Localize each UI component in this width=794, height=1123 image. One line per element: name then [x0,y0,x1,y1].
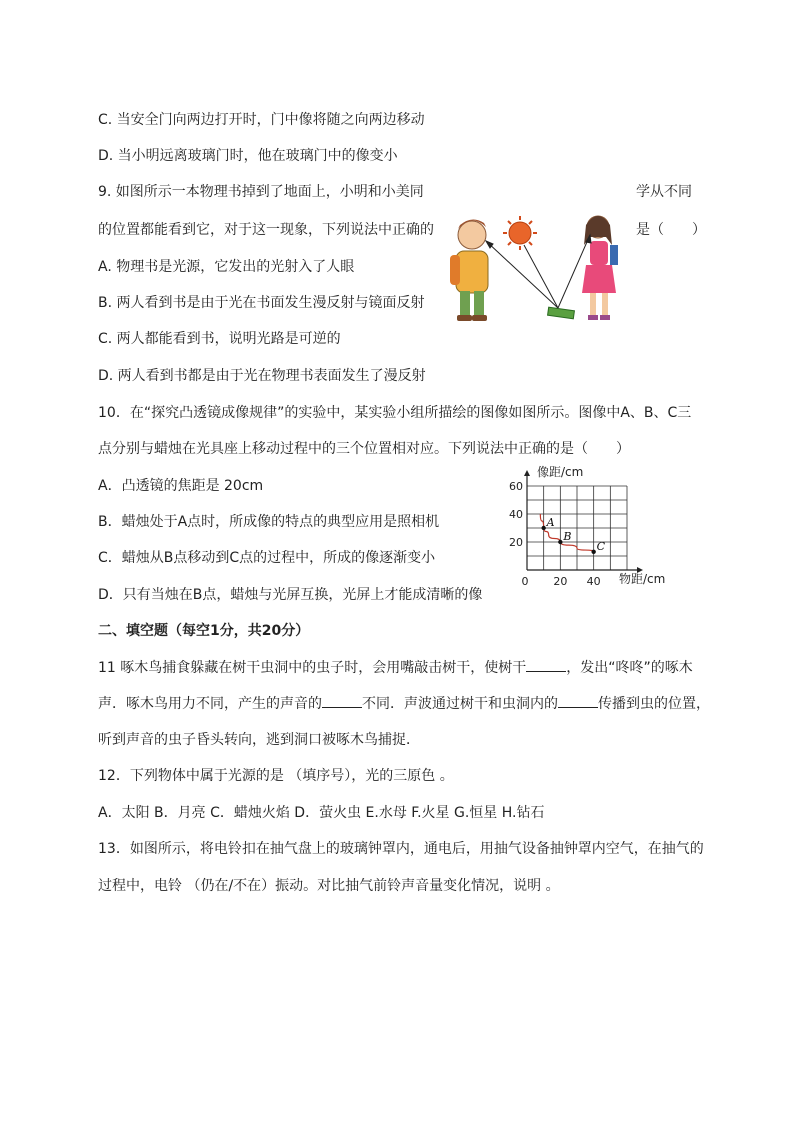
q9-stem-2: 的位置都能看到它，对于这一现象，下列说法中正确的 [98,222,434,238]
y-axis-arrow [524,470,530,476]
q10-stem-2: 点分别与蜡烛在光具座上移动过程中的三个位置相对应。下列说法中正确的是（ ） [98,441,630,457]
q8-option-d: D. 当小明远离玻璃门时，他在玻璃门中的像变小 [98,148,398,164]
q13-line-1: 13．如图所示，将电铃扣在抽气盘上的玻璃钟罩内，通电后，用抽气设备抽钟罩内空气，在抽气的 [98,841,704,857]
q9-option-c: C. 两人都能看到书，说明光路是可逆的 [98,331,341,347]
chart-ticks [509,480,601,588]
x-axis-label: 物距/cm [619,572,666,586]
q9-illustration [440,205,630,330]
q9-option-d: D. 两人看到书都是由于光在物理书表面发生了漫反射 [98,368,426,384]
q9-stem-2-tail: 是（ ） [636,222,706,238]
y-axis-label: 像距/cm [537,465,584,479]
q11-line-3: 听到声音的虫子昏头转向，逃到洞口被啄木鸟捕捉． [98,732,420,748]
q11-blank-2 [322,693,362,708]
x-tick-label: 0 [521,575,529,588]
q10-chart [505,462,680,590]
section-2-title: 二、填空题（每空1分，共20分） [98,623,310,639]
q11-text-2b: 不同．声波通过树干和虫洞内的 [362,696,558,712]
q9-option-a: A. 物理书是光源，它发出的光射入了人眼 [98,259,355,275]
q11-text-2c: 传播到虫的位置， [598,696,710,712]
girl-figure [582,216,618,320]
q10-stem-1: 10．在“探究凸透镜成像规律”的实验中，某实验小组所描绘的图像如图所示。图像中A、B、C三 [98,405,692,421]
q12-line-2: A．太阳 B．月亮 C．蜡烛火焰 D．萤火虫 E.水母 F.火星 G.恒星 H.钻石 [98,805,545,821]
point-C [591,550,595,554]
q10-option-c: C．蜡烛从B点移动到C点的过程中，所成的像逐渐变小 [98,550,436,566]
y-tick-label: 60 [509,480,523,493]
q11-text-1b: ，发出“咚咚”的啄木 [566,660,693,676]
q8-option-c: C. 当安全门向两边打开时，门中像将随之向两边移动 [98,112,425,128]
q11-blank-1 [526,657,566,672]
q11-line-2 [98,693,710,714]
y-tick-label: 20 [509,536,523,549]
q9-stem-1: 9. 如图所示一本物理书掉到了地面上，小明和小美同 [98,184,424,200]
q10-option-b: B．蜡烛处于A点时，所成像的特点的典型应用是照相机 [98,514,440,530]
q10-option-d: D．只有当烛在B点，蜡烛与光屏互换，光屏上才能成清晰的像 [98,587,483,603]
x-tick-label: 40 [586,575,601,588]
q11-blank-3 [558,693,598,708]
q12-line-1: 12．下列物体中属于光源的是 （填序号），光的三原色 。 [98,768,454,784]
q11-text-1a: 11 啄木鸟捕食躲藏在树干虫洞中的虫子时，会用嘴敲击树干，使树干 [98,660,527,676]
book-icon [548,307,575,319]
point-label-C: C [596,539,606,553]
light-rays [486,235,591,308]
q9-stem-1-tail: 学从不同 [636,184,692,200]
q9-option-b: B. 两人看到书是由于光在书面发生漫反射与镜面反射 [98,295,425,311]
q11-text-2a: 声．啄木鸟用力不同，产生的声音的 [98,696,322,712]
x-tick-label: 20 [553,575,568,588]
chart-points [541,516,605,554]
sun-icon [503,216,537,250]
point-label-B: B [563,530,572,543]
point-B [558,540,562,544]
point-A [541,526,545,530]
boy-figure [450,219,488,321]
point-label-A: A [546,516,555,529]
q11-line-1 [98,657,693,678]
y-tick-label: 40 [509,508,523,521]
q13-line-2: 过程中，电铃 （仍在/不在）振动。对比抽气前铃声音量变化情况，说明 。 [98,878,560,894]
q10-option-a: A．凸透镜的焦距是 20cm [98,478,264,494]
